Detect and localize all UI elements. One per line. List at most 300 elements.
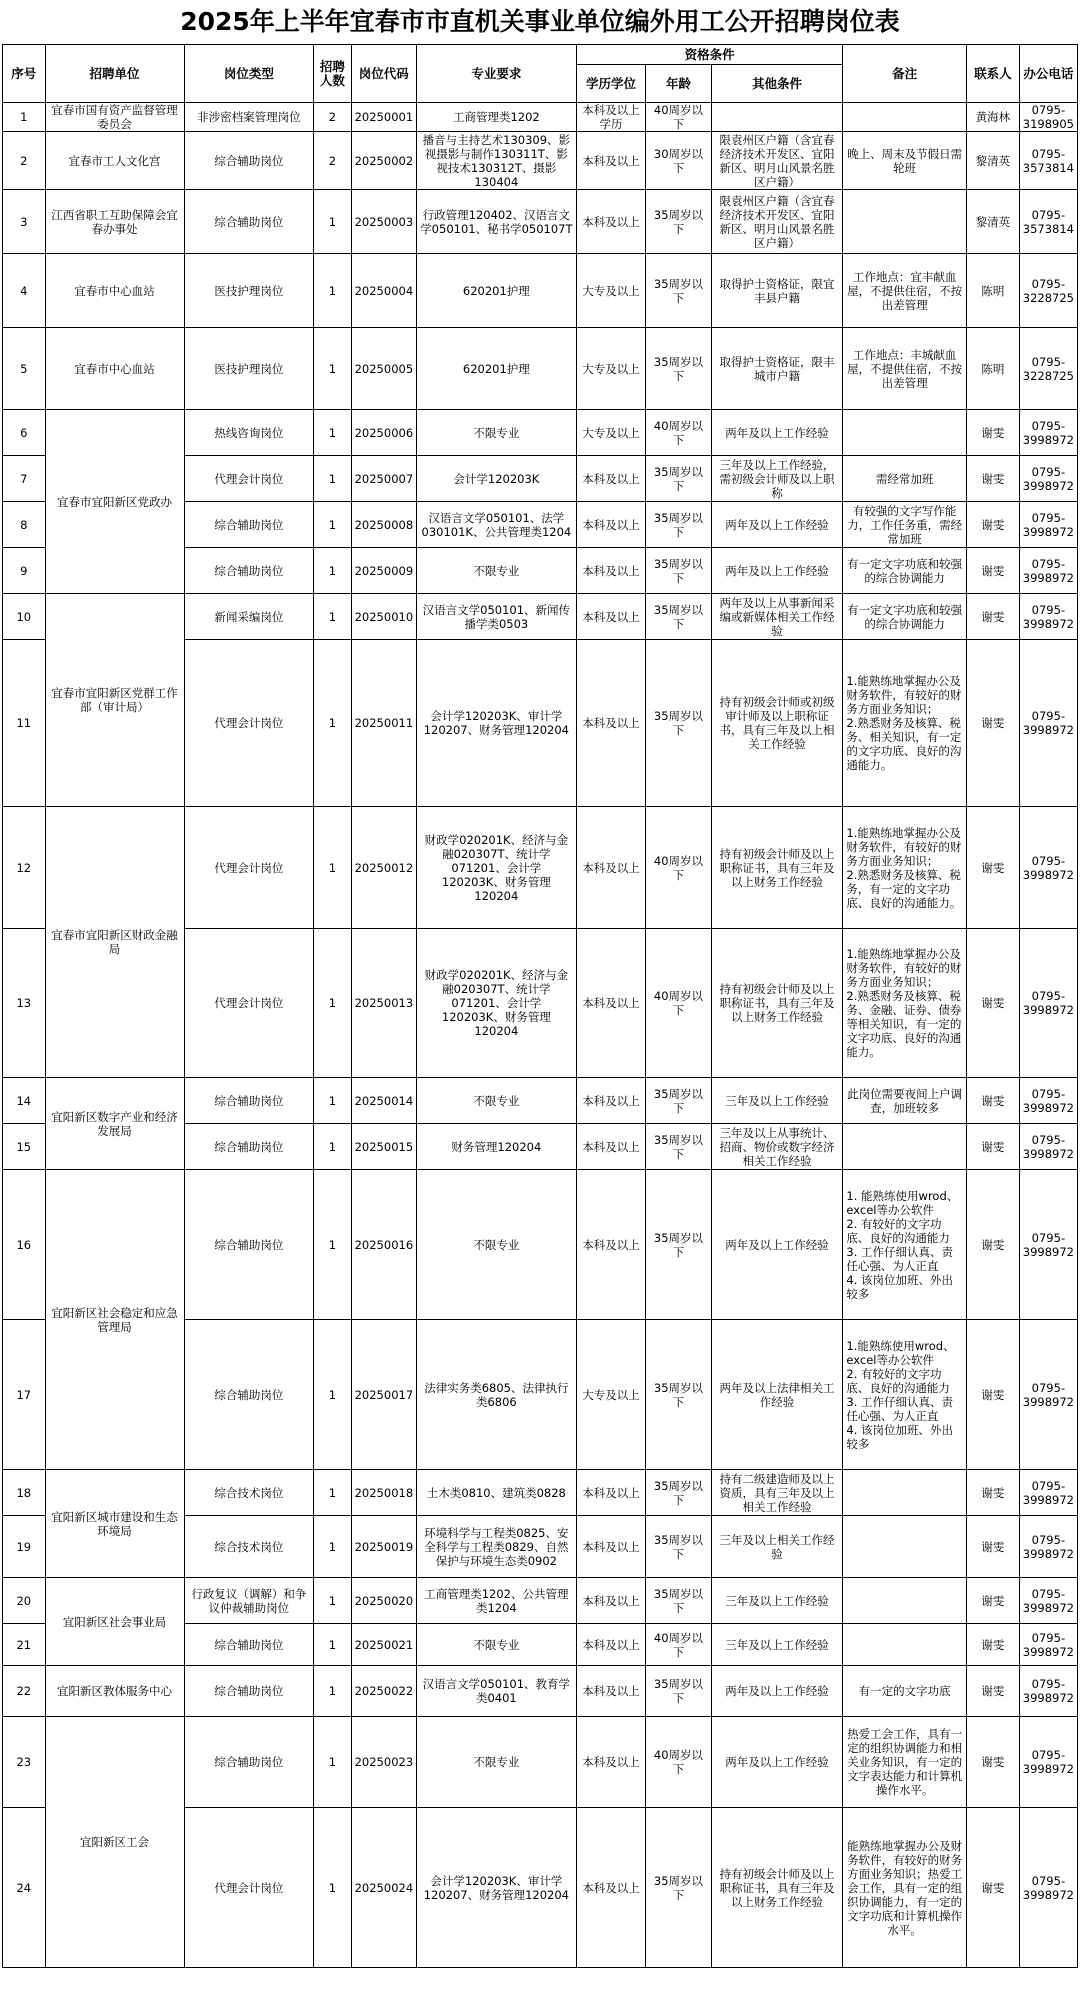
- cell-type: 综合辅助岗位: [184, 1666, 314, 1717]
- cell-note: [843, 1470, 966, 1516]
- cell-code: 20250001: [351, 103, 416, 132]
- cell-phone: 0795-3998972: [1019, 1170, 1077, 1320]
- cell-unit: 宜春市宜阳新区党群工作部（审计局）: [45, 594, 184, 807]
- cell-phone: 0795-3998972: [1019, 548, 1077, 594]
- cell-age: 35周岁以下: [646, 1578, 711, 1624]
- cell-note: [843, 103, 966, 132]
- cell-other: 三年及以上工作经验: [711, 1578, 843, 1624]
- cell-other: 三年及以上工作经验，需初级会计师及以上职称: [711, 456, 843, 502]
- cell-type: 非涉密档案管理岗位: [184, 103, 314, 132]
- cell-unit: 宜春市中心血站: [45, 254, 184, 328]
- cell-age: 35周岁以下: [646, 254, 711, 328]
- cell-edu: 大专及以上: [576, 254, 646, 328]
- cell-unit: 宜春市宜阳新区财政金融局: [45, 807, 184, 1078]
- cell-other: 持有初级会计师及以上职称证书，具有三年及以上财务工作经验: [711, 807, 843, 929]
- cell-num: 1: [314, 807, 351, 929]
- cell-age: 40周岁以下: [646, 103, 711, 132]
- cell-note: 有较强的文字写作能力，工作任务重，需经常加班: [843, 502, 966, 548]
- cell-major: 环境科学与工程类0825、安全科学与工程类0829、自然保护与环境生态类0902: [416, 1516, 576, 1578]
- cell-code: 20250004: [351, 254, 416, 328]
- cell-other: 两年及以上工作经验: [711, 410, 843, 456]
- cell-unit: 宜阳新区城市建设和生态环境局: [45, 1470, 184, 1578]
- cell-major: 620201护理: [416, 328, 576, 410]
- cell-seq: 1: [3, 103, 46, 132]
- cell-other: 两年及以上从事新闻采编或新媒体相关工作经验: [711, 594, 843, 640]
- cell-type: 综合辅助岗位: [184, 1170, 314, 1320]
- cell-phone: 0795-3998972: [1019, 502, 1077, 548]
- cell-edu: 本科及以上: [576, 807, 646, 929]
- cell-edu: 本科及以上: [576, 1124, 646, 1170]
- cell-seq: 16: [3, 1170, 46, 1320]
- cell-phone: 0795-3998972: [1019, 456, 1077, 502]
- cell-code: 20250011: [351, 640, 416, 807]
- header-seq: 序号: [3, 45, 46, 103]
- cell-note: [843, 1124, 966, 1170]
- header-qualifications: 资格条件: [576, 45, 843, 65]
- cell-major: 财务管理120204: [416, 1124, 576, 1170]
- cell-major: 会计学120203K: [416, 456, 576, 502]
- cell-num: 1: [314, 502, 351, 548]
- table-row: [3, 1717, 1078, 1808]
- cell-note: [843, 1578, 966, 1624]
- cell-edu: 本科及以上: [576, 456, 646, 502]
- cell-contact: 谢雯: [966, 1470, 1019, 1516]
- cell-seq: 11: [3, 640, 46, 807]
- cell-edu: 本科及以上: [576, 1624, 646, 1666]
- cell-edu: 大专及以上: [576, 328, 646, 410]
- cell-code: 20250014: [351, 1078, 416, 1124]
- cell-major: 财政学020201K、经济与金融020307T、统计学071201、会计学120203K、财务管理120204: [416, 807, 576, 929]
- cell-contact: 谢雯: [966, 410, 1019, 456]
- cell-note: 1. 能熟练使用wrod、excel等办公软件 2. 有较好的文字功底、良好的沟通能力 3. 工作仔细认真、责任心强、为人正直 4. 该岗位加班、外出较多: [843, 1170, 966, 1320]
- cell-contact: 谢雯: [966, 640, 1019, 807]
- cell-age: 40周岁以下: [646, 1624, 711, 1666]
- cell-major: 会计学120203K、审计学120207、财务管理120204: [416, 1808, 576, 1968]
- cell-age: 35周岁以下: [646, 1808, 711, 1968]
- cell-num: 1: [314, 1470, 351, 1516]
- cell-contact: 谢雯: [966, 1320, 1019, 1470]
- cell-seq: 15: [3, 1124, 46, 1170]
- cell-unit: 宜阳新区教体服务中心: [45, 1666, 184, 1717]
- cell-major: 汉语言文学050101、新闻传播学类0503: [416, 594, 576, 640]
- table-row: [3, 1078, 1078, 1124]
- cell-seq: 23: [3, 1717, 46, 1808]
- cell-note: 1.能熟练使用wrod、excel等办公软件 2. 有较好的文字功底、良好的沟通能力 3. 工作仔细认真、责任心强、为人正直 4. 该岗位加班、外出较多: [843, 1320, 966, 1470]
- cell-num: 1: [314, 1578, 351, 1624]
- cell-seq: 14: [3, 1078, 46, 1124]
- cell-phone: 0795-3573814: [1019, 190, 1077, 254]
- cell-major: 工商管理类1202、公共管理类1204: [416, 1578, 576, 1624]
- cell-age: 35周岁以下: [646, 640, 711, 807]
- cell-num: 1: [314, 1717, 351, 1808]
- cell-code: 20250008: [351, 502, 416, 548]
- cell-code: 20250002: [351, 132, 416, 190]
- cell-unit: 宜春市中心血站: [45, 328, 184, 410]
- cell-code: 20250005: [351, 328, 416, 410]
- cell-unit: 宜春市宜阳新区党政办: [45, 410, 184, 594]
- cell-phone: 0795-3228725: [1019, 254, 1077, 328]
- cell-edu: 本科及以上: [576, 1170, 646, 1320]
- header-age: 年龄: [646, 65, 711, 103]
- cell-age: 35周岁以下: [646, 594, 711, 640]
- cell-other: 两年及以上工作经验: [711, 548, 843, 594]
- cell-seq: 20: [3, 1578, 46, 1624]
- cell-seq: 13: [3, 929, 46, 1078]
- cell-edu: 本科及以上: [576, 1717, 646, 1808]
- table-body: [3, 103, 1078, 1968]
- cell-seq: 24: [3, 1808, 46, 1968]
- cell-note: [843, 410, 966, 456]
- cell-type: 代理会计岗位: [184, 929, 314, 1078]
- cell-edu: 本科及以上: [576, 1808, 646, 1968]
- header-major: 专业要求: [416, 45, 576, 103]
- cell-num: 1: [314, 1124, 351, 1170]
- cell-major: 工商管理类1202: [416, 103, 576, 132]
- cell-note: 有一定的文字功底: [843, 1666, 966, 1717]
- cell-num: 1: [314, 254, 351, 328]
- cell-phone: 0795-3998972: [1019, 1124, 1077, 1170]
- cell-code: 20250013: [351, 929, 416, 1078]
- cell-age: 35周岁以下: [646, 456, 711, 502]
- cell-phone: 0795-3998972: [1019, 1717, 1077, 1808]
- cell-seq: 8: [3, 502, 46, 548]
- cell-num: 1: [314, 594, 351, 640]
- cell-code: 20250006: [351, 410, 416, 456]
- cell-contact: 谢雯: [966, 548, 1019, 594]
- cell-seq: 18: [3, 1470, 46, 1516]
- cell-major: 财政学020201K、经济与金融020307T、统计学071201、会计学120203K、财务管理120204: [416, 929, 576, 1078]
- cell-major: 行政管理120402、汉语言文学050101、秘书学050107T: [416, 190, 576, 254]
- cell-age: 35周岁以下: [646, 1320, 711, 1470]
- cell-age: 35周岁以下: [646, 1124, 711, 1170]
- cell-other: 两年及以上法律相关工作经验: [711, 1320, 843, 1470]
- cell-phone: 0795-3198905: [1019, 103, 1077, 132]
- cell-other: 三年及以上从事统计、招商、物价或数字经济相关工作经验: [711, 1124, 843, 1170]
- cell-other: 限袁州区户籍（含宜春经济技术开发区、宜阳新区、明月山风景名胜区户籍）: [711, 132, 843, 190]
- cell-code: 20250016: [351, 1170, 416, 1320]
- cell-num: 1: [314, 190, 351, 254]
- cell-contact: 谢雯: [966, 807, 1019, 929]
- cell-code: 20250024: [351, 1808, 416, 1968]
- cell-note: 晚上、周末及节假日需轮班: [843, 132, 966, 190]
- cell-type: 综合技术岗位: [184, 1470, 314, 1516]
- cell-note: 有一定文字功底和较强的综合协调能力: [843, 594, 966, 640]
- page-title: 2025年上半年宜春市市直机关事业单位编外用工公开招聘岗位表: [180, 7, 900, 36]
- cell-edu: 本科及以上: [576, 929, 646, 1078]
- cell-phone: 0795-3998972: [1019, 1320, 1077, 1470]
- cell-contact: 谢雯: [966, 1624, 1019, 1666]
- cell-phone: 0795-3998972: [1019, 929, 1077, 1078]
- cell-phone: 0795-3998972: [1019, 1578, 1077, 1624]
- cell-edu: 本科及以上: [576, 1516, 646, 1578]
- cell-seq: 6: [3, 410, 46, 456]
- cell-note: 能熟练地掌握办公及财务软件，有较好的财务方面业务知识；热爱工会工作，具有一定的组织协调能力，有一定的文字功底和计算机操作水平。: [843, 1808, 966, 1968]
- cell-edu: 本科及以上: [576, 1078, 646, 1124]
- cell-contact: 陈明: [966, 254, 1019, 328]
- header-other: 其他条件: [711, 65, 843, 103]
- cell-type: 综合技术岗位: [184, 1516, 314, 1578]
- cell-contact: 黎清英: [966, 190, 1019, 254]
- cell-unit: 宜阳新区工会: [45, 1717, 184, 1968]
- cell-edu: 本科及以上: [576, 190, 646, 254]
- cell-type: 代理会计岗位: [184, 640, 314, 807]
- cell-age: 35周岁以下: [646, 1516, 711, 1578]
- cell-seq: 17: [3, 1320, 46, 1470]
- cell-phone: 0795-3998972: [1019, 1078, 1077, 1124]
- cell-seq: 12: [3, 807, 46, 929]
- cell-age: 35周岁以下: [646, 190, 711, 254]
- cell-other: 三年及以上工作经验: [711, 1624, 843, 1666]
- cell-seq: 7: [3, 456, 46, 502]
- cell-major: 不限专业: [416, 1624, 576, 1666]
- header-phone: 办公电话: [1019, 45, 1077, 103]
- table-row: [3, 1470, 1078, 1516]
- cell-num: 2: [314, 103, 351, 132]
- cell-edu: 本科及以上: [576, 640, 646, 807]
- cell-contact: 谢雯: [966, 1516, 1019, 1578]
- cell-contact: 谢雯: [966, 502, 1019, 548]
- cell-age: 35周岁以下: [646, 1666, 711, 1717]
- cell-num: 1: [314, 1808, 351, 1968]
- cell-note: 1.能熟练地掌握办公及财务软件，有较好的财务方面业务知识； 2.熟悉财务及核算、税务，有一定的文字功底、良好的沟通能力。: [843, 807, 966, 929]
- cell-edu: 本科及以上: [576, 548, 646, 594]
- cell-phone: 0795-3998972: [1019, 410, 1077, 456]
- cell-phone: 0795-3998972: [1019, 1516, 1077, 1578]
- cell-note: 1.能熟练地掌握办公及财务软件，有较好的财务方面业务知识； 2.熟悉财务及核算、税务、相关知识，有一定的文字功底、良好的沟通能力。: [843, 640, 966, 807]
- cell-note: 热爱工会工作，具有一定的组织协调能力和相关业务知识，有一定的文字表达能力和计算机操作水平。: [843, 1717, 966, 1808]
- cell-type: 新闻采编岗位: [184, 594, 314, 640]
- cell-other: 持有初级会计师及以上职称证书，具有三年及以上财务工作经验: [711, 1808, 843, 1968]
- cell-age: 35周岁以下: [646, 548, 711, 594]
- table-row: [3, 1666, 1078, 1717]
- cell-contact: 谢雯: [966, 1170, 1019, 1320]
- cell-note: 工作地点：丰城献血屋，不提供住宿，不按出差管理: [843, 328, 966, 410]
- cell-edu: 本科及以上: [576, 1666, 646, 1717]
- cell-note: [843, 1516, 966, 1578]
- cell-seq: 10: [3, 594, 46, 640]
- cell-edu: 本科及以上学历: [576, 103, 646, 132]
- cell-major: 法律实务类6805、法律执行类6806: [416, 1320, 576, 1470]
- cell-note: 工作地点：宜丰献血屋，不提供住宿，不按出差管理: [843, 254, 966, 328]
- cell-other: 持有二级建造师及以上资质，具有三年及以上相关工作经验: [711, 1470, 843, 1516]
- cell-contact: 谢雯: [966, 456, 1019, 502]
- cell-num: 1: [314, 456, 351, 502]
- cell-code: 20250009: [351, 548, 416, 594]
- cell-type: 代理会计岗位: [184, 456, 314, 502]
- cell-age: 35周岁以下: [646, 1078, 711, 1124]
- cell-contact: 谢雯: [966, 1717, 1019, 1808]
- cell-phone: 0795-3998972: [1019, 1470, 1077, 1516]
- cell-edu: 大专及以上: [576, 1320, 646, 1470]
- cell-other: 三年及以上相关工作经验: [711, 1516, 843, 1578]
- cell-contact: 谢雯: [966, 929, 1019, 1078]
- header-unit: 招聘单位: [45, 45, 184, 103]
- table-row: [3, 594, 1078, 640]
- header-note: 备注: [843, 45, 966, 103]
- cell-type: 行政复议（调解）和争议仲裁辅助岗位: [184, 1578, 314, 1624]
- cell-unit: 宜春市工人文化宫: [45, 132, 184, 190]
- cell-other: 持有初级会计师或初级审计师及以上职称证书，具有三年及以上相关工作经验: [711, 640, 843, 807]
- cell-major: 会计学120203K、审计学120207、财务管理120204: [416, 640, 576, 807]
- table-row: [3, 410, 1078, 456]
- cell-seq: 19: [3, 1516, 46, 1578]
- cell-seq: 4: [3, 254, 46, 328]
- cell-type: 综合辅助岗位: [184, 1717, 314, 1808]
- cell-age: 35周岁以下: [646, 328, 711, 410]
- cell-other: 两年及以上工作经验: [711, 1666, 843, 1717]
- cell-other: 两年及以上工作经验: [711, 1717, 843, 1808]
- cell-other: [711, 103, 843, 132]
- header-type: 岗位类型: [184, 45, 314, 103]
- cell-type: 代理会计岗位: [184, 807, 314, 929]
- cell-major: 620201护理: [416, 254, 576, 328]
- cell-seq: 9: [3, 548, 46, 594]
- cell-note: 需经常加班: [843, 456, 966, 502]
- cell-contact: 谢雯: [966, 1124, 1019, 1170]
- cell-other: 持有初级会计师及以上职称证书，具有三年及以上财务工作经验: [711, 929, 843, 1078]
- cell-age: 40周岁以下: [646, 929, 711, 1078]
- table-row: [3, 1170, 1078, 1320]
- cell-num: 1: [314, 1320, 351, 1470]
- cell-edu: 大专及以上: [576, 410, 646, 456]
- cell-num: 1: [314, 640, 351, 807]
- cell-major: 不限专业: [416, 548, 576, 594]
- cell-num: 1: [314, 1624, 351, 1666]
- table-row: [3, 190, 1078, 254]
- cell-num: 2: [314, 132, 351, 190]
- cell-code: 20250021: [351, 1624, 416, 1666]
- cell-age: 35周岁以下: [646, 1170, 711, 1320]
- cell-code: 20250020: [351, 1578, 416, 1624]
- header-code: 岗位代码: [351, 45, 416, 103]
- cell-major: 不限专业: [416, 1078, 576, 1124]
- cell-unit: 宜阳新区社会事业局: [45, 1578, 184, 1666]
- cell-type: 综合辅助岗位: [184, 548, 314, 594]
- cell-phone: 0795-3998972: [1019, 1808, 1077, 1968]
- cell-edu: 本科及以上: [576, 594, 646, 640]
- cell-phone: 0795-3998972: [1019, 1624, 1077, 1666]
- cell-edu: 本科及以上: [576, 1470, 646, 1516]
- cell-contact: 谢雯: [966, 594, 1019, 640]
- cell-age: 40周岁以下: [646, 410, 711, 456]
- cell-type: 综合辅助岗位: [184, 1320, 314, 1470]
- cell-type: 综合辅助岗位: [184, 1624, 314, 1666]
- cell-seq: 2: [3, 132, 46, 190]
- table-row: [3, 254, 1078, 328]
- cell-note: 1.能熟练地掌握办公及财务软件，有较好的财务方面业务知识； 2.熟悉财务及核算、税务、金融、证券、债券等相关知识，有一定的文字功底、良好的沟通能力。: [843, 929, 966, 1078]
- cell-major: 汉语言文学050101、教育学类0401: [416, 1666, 576, 1717]
- cell-num: 1: [314, 548, 351, 594]
- cell-type: 热线咨询岗位: [184, 410, 314, 456]
- cell-other: 两年及以上工作经验: [711, 1170, 843, 1320]
- cell-phone: 0795-3998972: [1019, 594, 1077, 640]
- cell-code: 20250012: [351, 807, 416, 929]
- cell-contact: 黎清英: [966, 132, 1019, 190]
- cell-type: 综合辅助岗位: [184, 1078, 314, 1124]
- cell-type: 综合辅助岗位: [184, 132, 314, 190]
- cell-seq: 5: [3, 328, 46, 410]
- cell-code: 20250018: [351, 1470, 416, 1516]
- cell-contact: 谢雯: [966, 1666, 1019, 1717]
- table-row: [3, 103, 1078, 132]
- cell-other: 两年及以上工作经验: [711, 502, 843, 548]
- cell-major: 不限专业: [416, 1717, 576, 1808]
- cell-phone: 0795-3998972: [1019, 1666, 1077, 1717]
- cell-code: 20250017: [351, 1320, 416, 1470]
- cell-contact: 黄海林: [966, 103, 1019, 132]
- cell-other: 三年及以上工作经验: [711, 1078, 843, 1124]
- cell-type: 医技护理岗位: [184, 254, 314, 328]
- cell-note: [843, 190, 966, 254]
- cell-seq: 21: [3, 1624, 46, 1666]
- cell-num: 1: [314, 1666, 351, 1717]
- header-edu: 学历学位: [576, 65, 646, 103]
- cell-seq: 22: [3, 1666, 46, 1717]
- cell-contact: 谢雯: [966, 1078, 1019, 1124]
- cell-type: 代理会计岗位: [184, 1808, 314, 1968]
- header-num: 招聘人数: [314, 45, 351, 103]
- job-table: [2, 44, 1078, 1968]
- cell-age: 35周岁以下: [646, 502, 711, 548]
- cell-edu: 本科及以上: [576, 132, 646, 190]
- cell-note: 有一定文字功底和较强的综合协调能力: [843, 548, 966, 594]
- cell-age: 35周岁以下: [646, 1470, 711, 1516]
- cell-note: 此岗位需要夜间上户调查，加班较多: [843, 1078, 966, 1124]
- cell-type: 综合辅助岗位: [184, 502, 314, 548]
- cell-major: 汉语言文学050101、法学030101K、公共管理类1204: [416, 502, 576, 548]
- cell-code: 20250015: [351, 1124, 416, 1170]
- cell-num: 1: [314, 1516, 351, 1578]
- table-row: [3, 328, 1078, 410]
- cell-num: 1: [314, 328, 351, 410]
- cell-age: 40周岁以下: [646, 1717, 711, 1808]
- cell-other: 取得护士资格证，限丰城市户籍: [711, 328, 843, 410]
- cell-contact: 谢雯: [966, 1578, 1019, 1624]
- cell-code: 20250003: [351, 190, 416, 254]
- cell-contact: 陈明: [966, 328, 1019, 410]
- cell-phone: 0795-3228725: [1019, 328, 1077, 410]
- table-row: [3, 1578, 1078, 1624]
- cell-edu: 本科及以上: [576, 1578, 646, 1624]
- cell-other: 限袁州区户籍（含宜春经济技术开发区、宜阳新区、明月山风景名胜区户籍）: [711, 190, 843, 254]
- cell-age: 30周岁以下: [646, 132, 711, 190]
- table-row: [3, 132, 1078, 190]
- cell-seq: 3: [3, 190, 46, 254]
- cell-code: 20250019: [351, 1516, 416, 1578]
- cell-type: 综合辅助岗位: [184, 190, 314, 254]
- cell-code: 20250007: [351, 456, 416, 502]
- cell-note: [843, 1624, 966, 1666]
- cell-code: 20250010: [351, 594, 416, 640]
- cell-edu: 本科及以上: [576, 502, 646, 548]
- cell-other: 取得护士资格证，限宜丰县户籍: [711, 254, 843, 328]
- cell-major: 不限专业: [416, 1170, 576, 1320]
- cell-code: 20250022: [351, 1666, 416, 1717]
- cell-num: 1: [314, 929, 351, 1078]
- cell-major: 不限专业: [416, 410, 576, 456]
- cell-contact: 谢雯: [966, 1808, 1019, 1968]
- cell-unit: 宜阳新区数字产业和经济发展局: [45, 1078, 184, 1170]
- cell-num: 1: [314, 1170, 351, 1320]
- cell-phone: 0795-3998972: [1019, 640, 1077, 807]
- table-row: [3, 807, 1078, 929]
- cell-major: 土木类0810、建筑类0828: [416, 1470, 576, 1516]
- cell-unit: 宜春市国有资产监督管理委员会: [45, 103, 184, 132]
- cell-num: 1: [314, 1078, 351, 1124]
- cell-age: 40周岁以下: [646, 807, 711, 929]
- cell-code: 20250023: [351, 1717, 416, 1808]
- cell-type: 医技护理岗位: [184, 328, 314, 410]
